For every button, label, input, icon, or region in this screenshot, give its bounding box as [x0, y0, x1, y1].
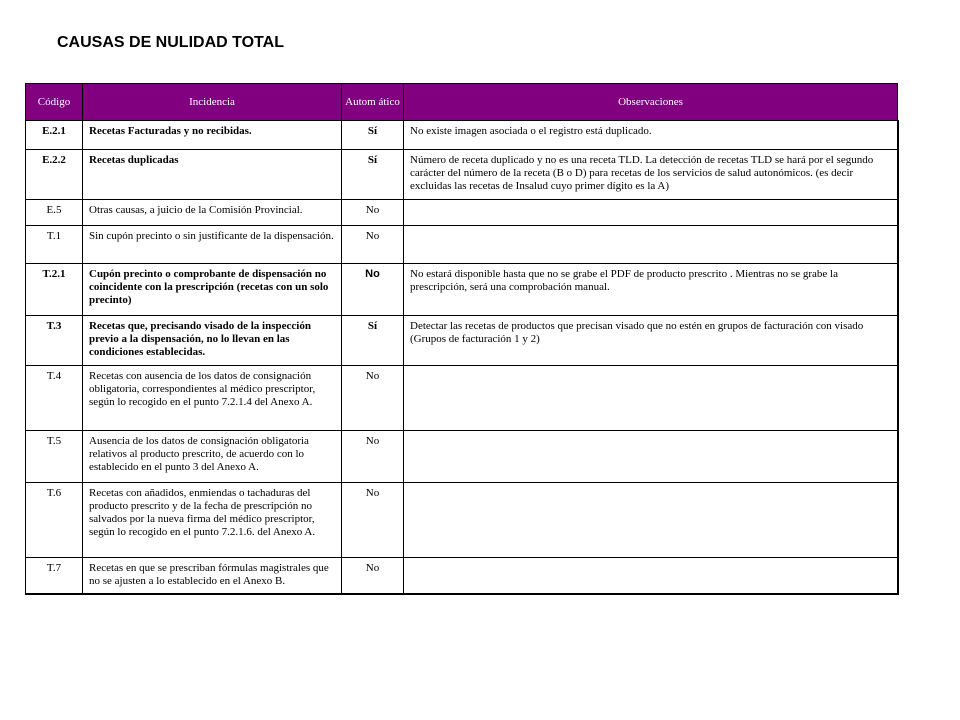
header-code: Código	[26, 84, 83, 121]
table-row	[26, 150, 898, 200]
cell-code: E.5	[26, 200, 83, 226]
table-body	[26, 121, 898, 595]
cell-observations	[404, 200, 898, 226]
cell-code: T.1	[26, 226, 83, 264]
cell-observations	[404, 483, 898, 558]
table-row	[26, 226, 898, 264]
cell-code: T.2.1	[26, 264, 83, 316]
cell-automatic: No	[342, 200, 404, 226]
cell-observations: Detectar las recetas de productos que precisan visado que no estén en grupos de facturación con visado (Grupos de facturación 1 y 2)	[404, 316, 898, 366]
cell-observations: Número de receta duplicado y no es una receta TLD. La detección de recetas TLD se hará por el segundo carácter del número de la receta (B o D) para recetas de los servicios de salud autonómicos. (es decir excluidas las recetas de Insalud cuyo primer dígito es la A)	[404, 150, 898, 200]
table-header-row	[26, 84, 898, 121]
header-automatic: Autom ático	[342, 84, 404, 121]
cell-automatic: No	[342, 264, 404, 316]
cell-automatic: Sí	[342, 150, 404, 200]
cell-automatic: No	[342, 226, 404, 264]
cell-code: T.3	[26, 316, 83, 366]
cell-observations	[404, 431, 898, 483]
cell-incidence: Sin cupón precinto o sin justificante de la dispensación.	[83, 226, 342, 264]
cell-code: T.5	[26, 431, 83, 483]
cell-observations: No estará disponible hasta que no se grabe el PDF de producto prescrito . Mientras no se grabe la prescripción, será una comprobación manual.	[404, 264, 898, 316]
cell-incidence: Recetas que, precisando visado de la inspección previo a la dispensación, no lo llevan en las condiciones establecidas.	[83, 316, 342, 366]
table-row	[26, 558, 898, 595]
cell-observations	[404, 558, 898, 595]
cell-code: T.6	[26, 483, 83, 558]
cell-automatic: No	[342, 558, 404, 595]
cell-incidence: Recetas con añadidos, enmiendas o tachaduras del producto prescrito y de la fecha de prescripción no salvados por la nueva firma del médico prescriptor, según lo recogido en el punto 7.2.1.6. del Anexo A.	[83, 483, 342, 558]
cell-incidence: Cupón precinto o comprobante de dispensación no coincidente con la prescripción (recetas con un solo precinto)	[83, 264, 342, 316]
cell-incidence: Recetas en que se prescriban fórmulas magistrales que no se ajusten a lo establecido en el Anexo B.	[83, 558, 342, 595]
cell-incidence: Recetas duplicadas	[83, 150, 342, 200]
header-observations: Observaciones	[404, 84, 898, 121]
cell-automatic: No	[342, 483, 404, 558]
cell-incidence: Recetas con ausencia de los datos de consignación obligatoria, correspondientes al médico prescriptor, según lo recogido en el punto 7.2.1.4 del Anexo A.	[83, 366, 342, 431]
table-row	[26, 431, 898, 483]
table-row	[26, 264, 898, 316]
cell-incidence: Recetas Facturadas y no recibidas.	[83, 121, 342, 150]
causes-table	[25, 83, 899, 595]
cell-automatic: No	[342, 366, 404, 431]
cell-code: E.2.1	[26, 121, 83, 150]
cell-automatic: Sí	[342, 316, 404, 366]
cell-observations: No existe imagen asociada o el registro está duplicado.	[404, 121, 898, 150]
table-row	[26, 366, 898, 431]
table-row	[26, 200, 898, 226]
cell-code: E.2.2	[26, 150, 83, 200]
table-row	[26, 483, 898, 558]
cell-code: T.7	[26, 558, 83, 595]
cell-incidence: Otras causas, a juicio de la Comisión Provincial.	[83, 200, 342, 226]
cell-observations	[404, 366, 898, 431]
cell-incidence: Ausencia de los datos de consignación obligatoria relativos al producto prescrito, de acuerdo con lo establecido en el punto 3 del Anexo A.	[83, 431, 342, 483]
page-title: CAUSAS DE NULIDAD TOTAL	[57, 34, 284, 51]
cell-observations	[404, 226, 898, 264]
table-row	[26, 316, 898, 366]
cell-code: T.4	[26, 366, 83, 431]
cell-automatic: Sí	[342, 121, 404, 150]
cell-automatic: No	[342, 431, 404, 483]
header-incidence: Incidencia	[83, 84, 342, 121]
table-row	[26, 121, 898, 150]
